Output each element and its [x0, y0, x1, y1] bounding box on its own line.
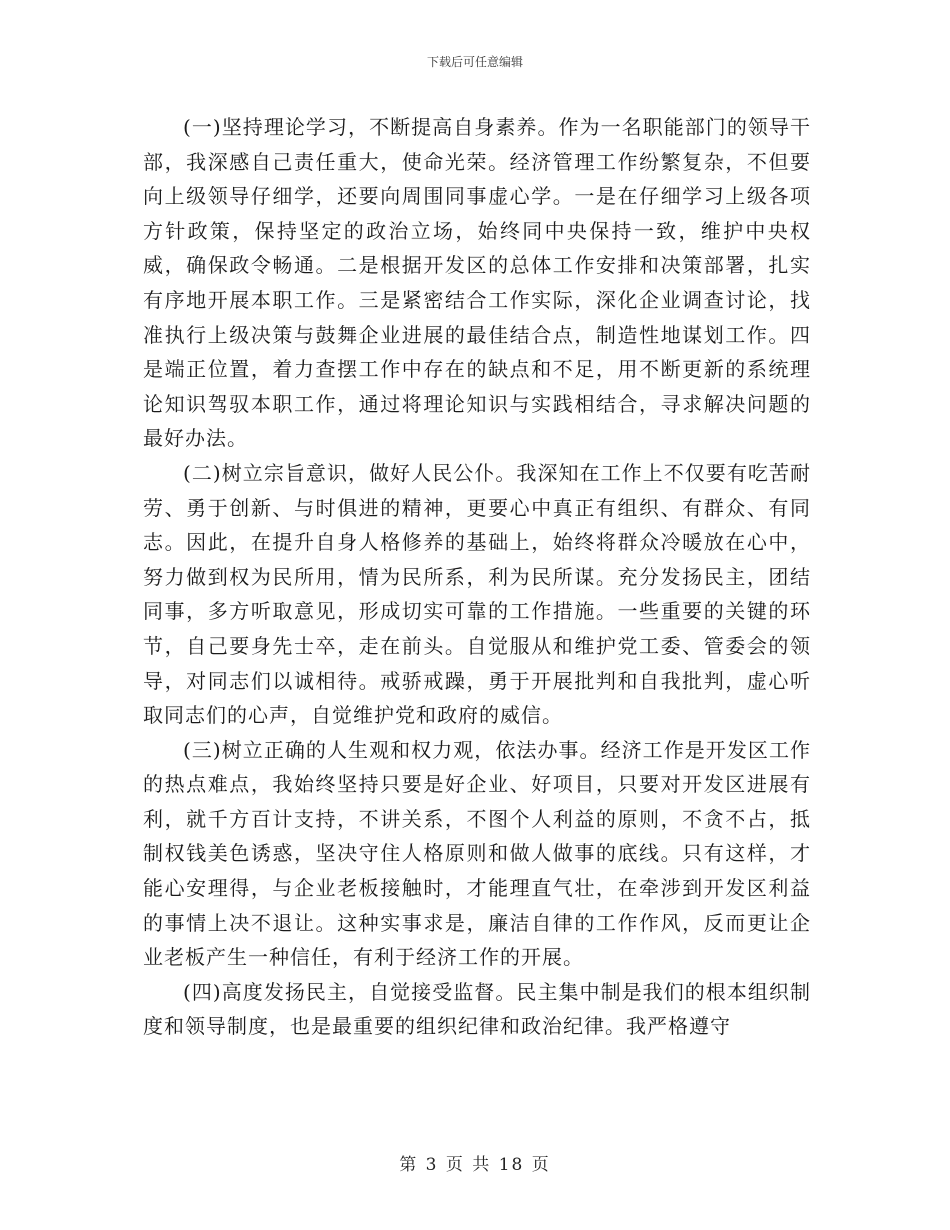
- paragraph-2: (二)树立宗旨意识，做好人民公仆。我深知在工作上不仅要有吃苦耐劳、勇于创新、与时俱进的精神，更要心中真正有组织、有群众、有同志。因此，在提升自身人格修养的基础上，始终将群众冷暖放在心中，努力做到权为民所用，情为民所系，利为民所谋。充分发扬民主，团结同事，多方听取意见，形成切实可靠的工作措施。一些重要的关键的环节，自己要身先士卒，走在前头。自觉服从和维护党工委、管委会的领导，对同志们以诚相待。戒骄戒躁，勇于开展批判和自我批判，虚心听取同志们的心声，自觉维护党和政府的威信。: [143, 460, 811, 728]
- paragraph-3: (三)树立正确的人生观和权力观，依法办事。经济工作是开发区工作的热点难点，我始终坚持只要是好企业、好项目，只要对开发区进展有利，就千方百计支持，不讲关系，不图个人利益的原则，不贪不占，抵制权钱美色诱惑，坚决守住人格原则和做人做事的底线。只有这样，才能心安理得，与企业老板接触时，才能理直气壮，在牵涉到开发区利益的事情上决不退让。这种实事求是，廉洁自律的工作作风，反而更让企业老板产生一种信任，有利于经济工作的开展。: [143, 737, 811, 970]
- page-header: 下载后可任意编辑: [426, 55, 523, 69]
- paragraph-4: (四)高度发扬民主，自觉接受监督。民主集中制是我们的根本组织制度和领导制度，也是最重要的组织纪律和政治纪律。我严格遵守: [143, 979, 811, 1039]
- paragraph-1: (一)坚持理论学习，不断提高自身素养。作为一名职能部门的领导干部，我深感自己责任重大，使命光荣。经济管理工作纷繁复杂，不但要向上级领导仔细学，还要向周围同事虚心学。一是在仔细学习上级各项方针政策，保持坚定的政治立场，始终同中央保持一致，维护中央权威，确保政令畅通。二是根据开发区的总体工作安排和决策部署，扎实有序地开展本职工作。三是紧密结合工作实际，深化企业调查讨论，找准执行上级决策与鼓舞企业进展的最佳结合点，制造性地谋划工作。四是端正位置，着力查摆工作中存在的缺点和不足，用不断更新的系统理论知识驾驭本职工作，通过将理论知识与实践相结合，寻求解决问题的最好办法。: [143, 115, 811, 451]
- document-body: [143, 110, 811, 1044]
- page-number: 第 3 页 共 18 页: [399, 1155, 551, 1175]
